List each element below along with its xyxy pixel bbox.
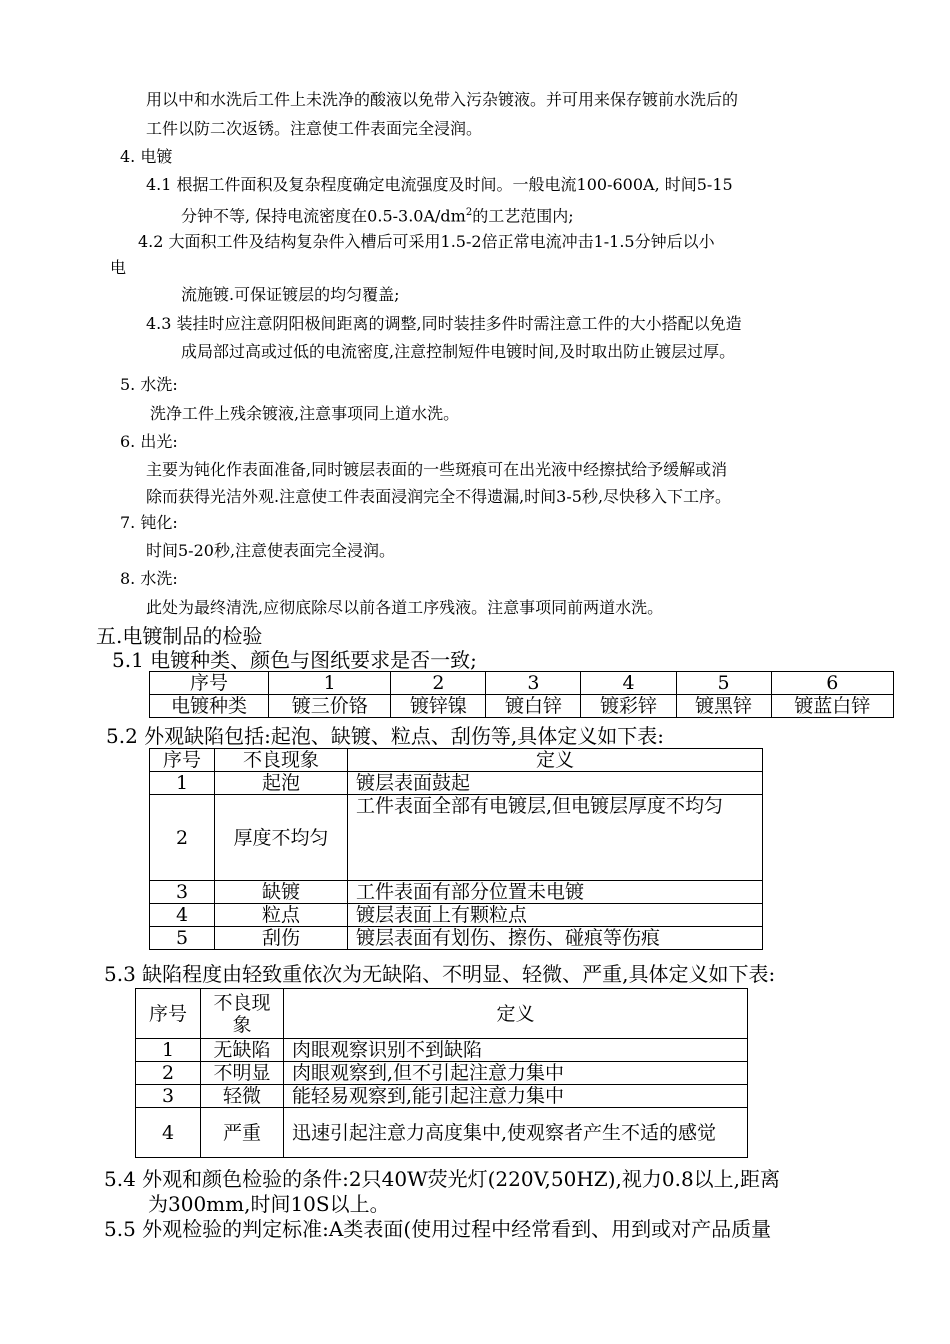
item-4-3-line2: 成局部过高或过低的电流密度,注意控制短件电镀时间,及时取出防止镀层过厚。	[181, 342, 736, 361]
section-4-heading: 4. 电镀	[120, 147, 173, 166]
chapter-5-heading: 五.电镀制品的检验	[96, 624, 263, 648]
table-cell: 粒点	[215, 904, 348, 927]
table-cell: 2	[391, 672, 486, 695]
table-cell: 镀彩锌	[581, 695, 676, 718]
section-7-text: 时间5-20秒,注意使表面完全浸润。	[146, 541, 396, 560]
table-header-row	[136, 989, 748, 1039]
item-5-4-line1: 5.4 外观和颜色检验的条件:2只40W荧光灯(220V,50HZ),视力0.8以上,距离	[104, 1167, 781, 1191]
table-cell: 肉眼观察到,但不引起注意力集中	[284, 1062, 748, 1085]
section-5-heading: 5. 水洗:	[120, 375, 178, 394]
table-cell: 能轻易观察到,能引起注意力集中	[284, 1085, 748, 1108]
table-row	[136, 1085, 748, 1108]
table-cell: 工件表面有部分位置未电镀	[348, 881, 763, 904]
table-row	[136, 1108, 748, 1158]
table-row	[150, 695, 894, 718]
section-6-heading: 6. 出光:	[120, 432, 178, 451]
table-cell: 1	[136, 1039, 201, 1062]
table-cell: 缺镀	[215, 881, 348, 904]
table-header-cell: 序号	[136, 989, 201, 1039]
table-cell: 3	[136, 1085, 201, 1108]
table-cell: 肉眼观察识别不到缺陷	[284, 1039, 748, 1062]
table-cell: 镀白锌	[486, 695, 581, 718]
defect-severity-table	[135, 988, 748, 1158]
table-row	[136, 1039, 748, 1062]
item-4-1-line2	[181, 203, 574, 226]
item-4-2-line1: 4.2 大面积工件及结构复杂件入槽后可采用1.5-2倍正常电流冲击1-1.5分钟后以小	[138, 232, 715, 251]
table-cell: 镀黑锌	[676, 695, 771, 718]
table-cell: 不明显	[201, 1062, 284, 1085]
table-cell: 1	[150, 772, 215, 795]
item-4-2-line3: 流施镀.可保证镀层的均匀覆盖;	[181, 285, 400, 304]
plating-type-table	[149, 671, 894, 718]
table-cell: 无缺陷	[201, 1039, 284, 1062]
defect-type-table	[149, 748, 763, 950]
table-cell: 镀层表面上有颗粒点	[348, 904, 763, 927]
table-cell: 工件表面全部有电镀层,但电镀层厚度不均匀	[348, 795, 763, 881]
table-cell: 刮伤	[215, 927, 348, 950]
table-cell: 厚度不均匀	[215, 795, 348, 881]
table-cell: 序号	[150, 672, 269, 695]
item-5-5: 5.5 外观检验的判定标准:A类表面(使用过程中经常看到、用到或对产品质量	[104, 1217, 772, 1241]
table-cell: 镀锌镍	[391, 695, 486, 718]
item-4-3-line1: 4.3 装挂时应注意阴阳极间距离的调整,同时装挂多件时需注意工件的大小搭配以免造	[146, 314, 742, 333]
item-5-1: 5.1 电镀种类、颜色与图纸要求是否一致;	[112, 648, 477, 672]
section-6-line1: 主要为钝化作表面准备,同时镀层表面的一些斑痕可在出光液中经擦拭给予缓解或消	[146, 460, 728, 479]
item-5-4-line2: 为300mm,时间10S以上。	[148, 1192, 390, 1216]
item-4-2-line2: 电	[110, 258, 127, 277]
table-cell: 迅速引起注意力高度集中,使观察者产生不适的感觉	[284, 1108, 748, 1158]
table-cell: 3	[150, 881, 215, 904]
table-row	[150, 795, 763, 881]
section-6-line2: 除而获得光洁外观.注意使工件表面浸润完全不得遗漏,时间3-5秒,尽快移入下工序。	[146, 487, 732, 506]
table-row	[136, 1062, 748, 1085]
table-cell: 5	[150, 927, 215, 950]
table-row	[150, 881, 763, 904]
section-8-heading: 8. 水洗:	[120, 569, 178, 588]
table-cell: 严重	[201, 1108, 284, 1158]
table-cell: 3	[486, 672, 581, 695]
item-4-1-text: 分钟不等, 保持电流密度在0.5-3.0A/dm	[181, 206, 466, 226]
item-5-2: 5.2 外观缺陷包括:起泡、缺镀、粒点、刮伤等,具体定义如下表:	[106, 724, 664, 748]
table-header-row	[150, 749, 763, 772]
table-row	[150, 927, 763, 950]
table-row	[150, 904, 763, 927]
table-cell: 轻微	[201, 1085, 284, 1108]
table-cell: 4	[581, 672, 676, 695]
table-cell: 起泡	[215, 772, 348, 795]
item-4-1-line1: 4.1 根据工件面积及复杂程度确定电流强度及时间。一般电流100-600A, 时间5-15	[146, 175, 733, 194]
item-4-1-text-end: 的工艺范围内;	[472, 206, 574, 226]
table-row	[150, 772, 763, 795]
table-header-cell: 不良现象	[201, 989, 284, 1039]
para-neutralize-line1: 用以中和水洗后工件上未洗净的酸液以免带入污杂镀液。并可用来保存镀前水洗后的	[146, 90, 739, 109]
section-5-text: 洗净工件上残余镀液,注意事项同上道水洗。	[150, 404, 460, 423]
table-cell: 1	[269, 672, 391, 695]
table-cell: 镀蓝白锌	[771, 695, 893, 718]
table-cell: 镀层表面有划伤、擦伤、碰痕等伤痕	[348, 927, 763, 950]
table-header-cell: 不良现象	[215, 749, 348, 772]
table-cell: 镀三价铬	[269, 695, 391, 718]
table-cell: 2	[136, 1062, 201, 1085]
section-8-text: 此处为最终清洗,应彻底除尽以前各道工序残液。注意事项同前两道水洗。	[146, 598, 664, 617]
para-neutralize-line2: 工件以防二次返锈。注意使工件表面完全浸润。	[146, 119, 483, 138]
section-7-heading: 7. 钝化:	[120, 513, 178, 532]
table-cell: 电镀种类	[150, 695, 269, 718]
table-header-cell: 定义	[284, 989, 748, 1039]
table-cell: 4	[150, 904, 215, 927]
table-cell: 5	[676, 672, 771, 695]
item-5-3: 5.3 缺陷程度由轻致重依次为无缺陷、不明显、轻微、严重,具体定义如下表:	[104, 962, 776, 986]
table-row	[150, 672, 894, 695]
superscript: 2	[465, 207, 473, 218]
table-cell: 6	[771, 672, 893, 695]
table-header-cell: 定义	[348, 749, 763, 772]
table-header-cell: 序号	[150, 749, 215, 772]
table-cell: 2	[150, 795, 215, 881]
table-cell: 镀层表面鼓起	[348, 772, 763, 795]
table-cell: 4	[136, 1108, 201, 1158]
